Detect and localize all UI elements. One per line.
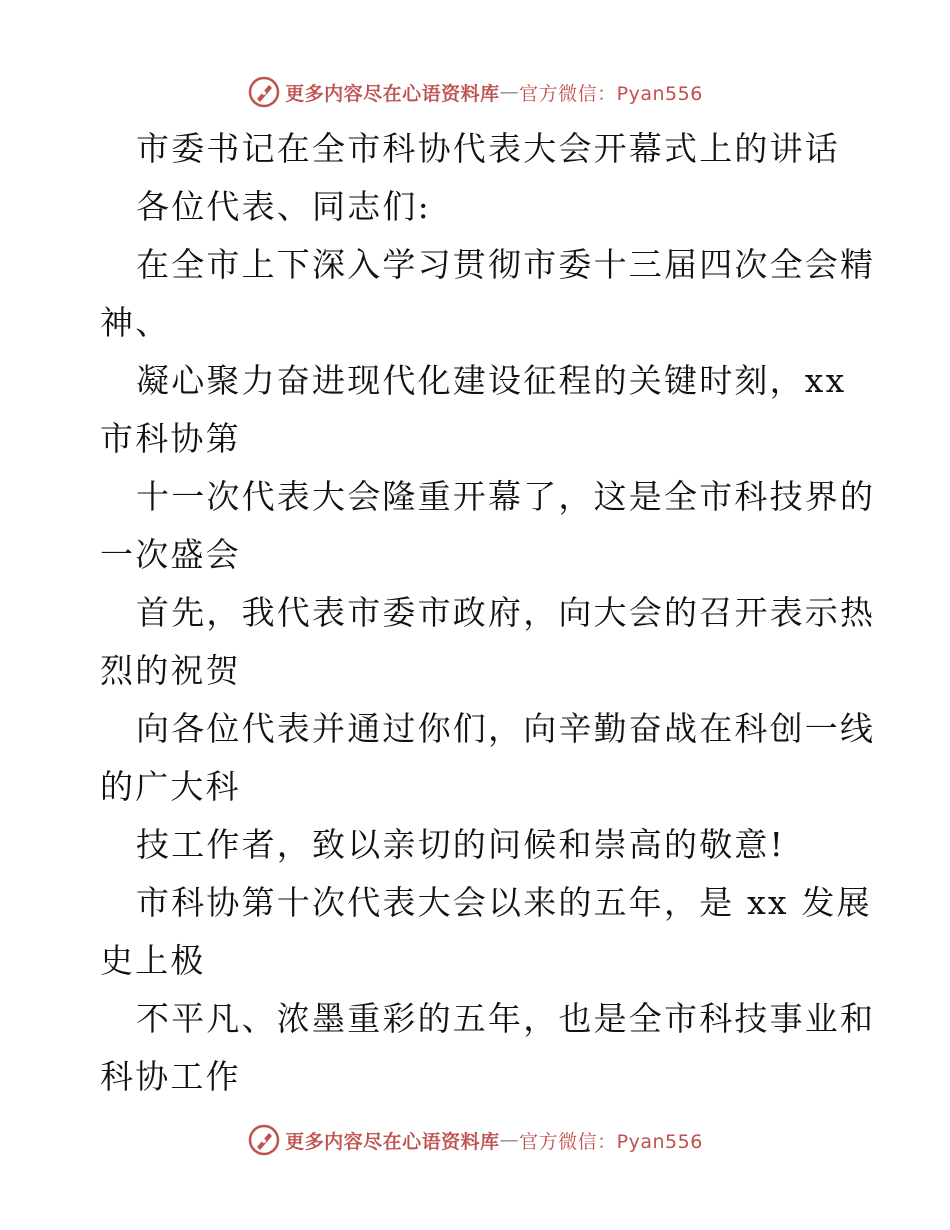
banner-separator: — — [499, 1129, 520, 1151]
text-line: 技工作者，致以亲切的问候和崇高的敬意! — [136, 825, 786, 864]
text-line: 十一次代表大会隆重开幕了，这是全市科技界的 — [136, 477, 876, 516]
banner-brand-text: 更多内容尽在心语资料库 — [285, 82, 500, 105]
banner-wechat-text: 官方微信：Pyan556 — [519, 82, 703, 105]
text-line: 神、 — [100, 303, 171, 342]
pen-nib-logo-icon — [247, 1123, 281, 1157]
salutation: 各位代表、同志们: — [136, 187, 431, 226]
banner-wechat-text: 官方微信：Pyan556 — [519, 1130, 703, 1153]
document-body — [100, 120, 876, 1106]
pen-nib-logo-icon — [247, 75, 281, 109]
text-line: 市科协第 — [100, 419, 241, 458]
text-line: 凝心聚力奋进现代化建设征程的关键时刻，xx — [136, 361, 847, 400]
text-line: 在全市上下深入学习贯彻市委十三届四次全会精 — [136, 245, 876, 284]
text-line: 烈的祝贺 — [100, 651, 241, 690]
text-line: 市科协第十次代表大会以来的五年，是 xx 发展 — [136, 883, 872, 922]
text-line: 首先，我代表市委市政府，向大会的召开表示热 — [136, 593, 876, 632]
text-line: 一次盛会 — [100, 535, 241, 574]
text-line: 向各位代表并通过你们，向辛勤奋战在科创一线 — [136, 709, 876, 748]
banner-brand-text: 更多内容尽在心语资料库 — [285, 1130, 500, 1153]
text-line: 史上极 — [100, 941, 206, 980]
banner-separator: — — [499, 81, 520, 103]
document-title: 市委书记在全市科协代表大会开幕式上的讲话 — [136, 129, 840, 168]
text-line: 不平凡、浓墨重彩的五年，也是全市科技事业和 — [136, 999, 876, 1038]
footer-banner — [0, 1120, 950, 1160]
text-line: 科协工作 — [100, 1057, 241, 1096]
text-line: 的广大科 — [100, 767, 241, 806]
header-banner — [0, 72, 950, 112]
